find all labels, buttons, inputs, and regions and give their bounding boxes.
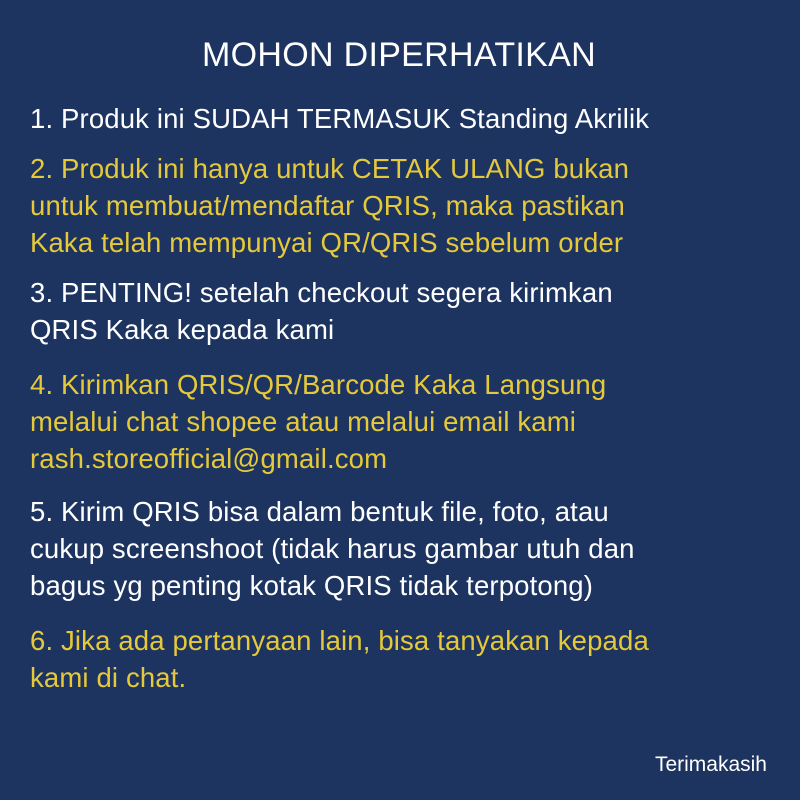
notice-item-3: 3. PENTING! setelah checkout segera kirimkan QRIS Kaka kepada kami: [30, 277, 613, 345]
notice-item-6: 6. Jika ada pertanyaan lain, bisa tanyakan kepada kami di chat.: [30, 625, 649, 693]
notice-list: [30, 100, 768, 696]
signoff-text: Terimakasih: [654, 753, 767, 776]
notice-item-2: 2. Produk ini hanya untuk CETAK ULANG bukan untuk membuat/mendaftar QRIS, maka pastikan Kaka telah mempunyai QR/QRIS sebelum order: [30, 153, 630, 258]
notice-title: MOHON DIPERHATIKAN: [202, 36, 596, 74]
notice-item-1: 1. Produk ini SUDAH TERMASUK Standing Akrilik: [30, 103, 650, 134]
notice-item-5: 5. Kirim QRIS bisa dalam bentuk file, foto, atau cukup screenshoot (tidak harus gambar utuh dan bagus yg penting kotak QRIS tidak terpotong): [30, 496, 635, 601]
notice-item-4: 4. Kirimkan QRIS/QR/Barcode Kaka Langsung melalui chat shopee atau melalui email kami rash.storeofficial@gmail.com: [30, 369, 607, 474]
